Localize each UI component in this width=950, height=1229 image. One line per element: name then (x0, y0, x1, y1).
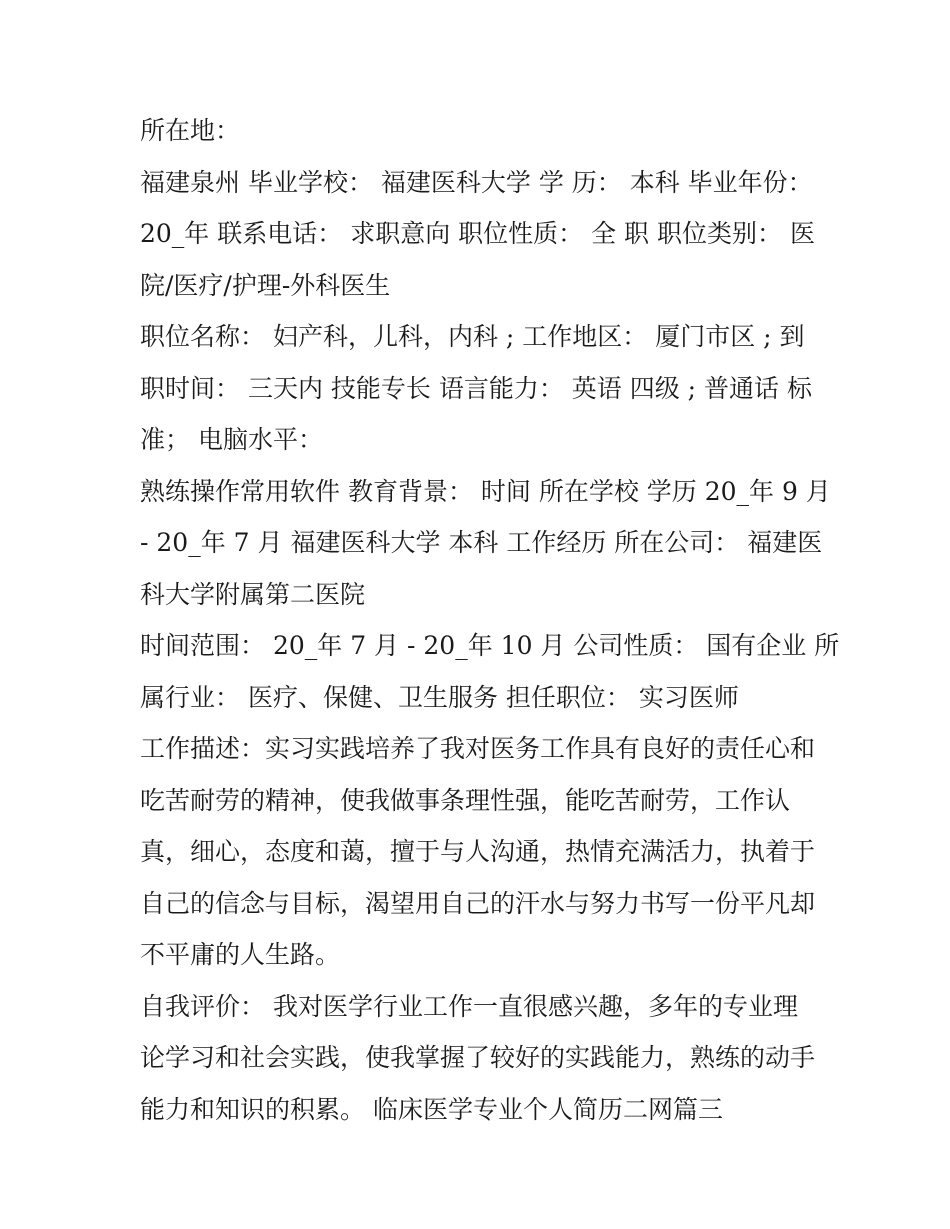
text-line-school: 福建泉州 毕业学校： 福建医科大学 学 历： 本科 毕业年份： (140, 167, 813, 197)
text-line-self-evaluation: 自我评价： 我对医学行业工作一直很感兴趣，多年的专业理 (140, 991, 798, 1021)
text-line-work-description-4: 自己的信念与目标，渴望用自己的汗水与努力书写一份平凡却 (140, 888, 816, 918)
text-line-company: 科大学附属第二医院 (140, 579, 366, 609)
text-line-self-evaluation-2: 论学习和社会实践，使我掌握了较好的实践能力，熟练的动手 (140, 1043, 816, 1072)
text-line-job-category: 院/医疗/护理-外科医生 (140, 270, 391, 300)
text-line-experience: - 20_年 7 月 福建医科大学 本科 工作经历 所在公司： 福建医 (140, 528, 823, 557)
text-line-work-description-3: 真，细心，态度和蔼，擅于与人沟通，热情充满活力，执着于 (140, 837, 816, 866)
text-line-time-range: 时间范围： 20_年 7 月 - 20_年 10 月 公司性质： 国有企业 所 (140, 631, 840, 660)
text-line-work-description: 工作描述：实习实践培养了我对医务工作具有良好的责任心和 (140, 734, 816, 763)
text-line-self-evaluation-3: 能力和知识的积累。 临床医学专业个人简历二网篇三 (140, 1094, 723, 1124)
text-line-contact: 20_年 联系电话： 求职意向 职位性质： 全 职 职位类别： 医 (140, 219, 815, 248)
text-line-industry: 属行业： 医疗、保健、卫生服务 担任职位： 实习医师 (140, 682, 739, 712)
document-page (140, 105, 840, 1135)
text-line-position-name: 职位名称： 妇产科，儿科，内科 ; 工作地区： 厦门市区 ; 到 (140, 322, 805, 351)
text-line-location-label: 所在地： (140, 116, 241, 145)
text-line-education: 熟练操作常用软件 教育背景： 时间 所在学校 学历 20_年 9 月 (140, 476, 831, 506)
text-line-skills: 职时间： 三天内 技能专长 语言能力： 英语 四级 ; 普通话 标 (140, 373, 812, 403)
text-line-work-description-5: 不平庸的人生路。 (140, 940, 341, 969)
text-line-computer-level: 准； 电脑水平： (140, 425, 323, 454)
text-line-work-description-2: 吃苦耐劳的精神，使我做事条理性强，能吃苦耐劳，工作认 (140, 785, 791, 815)
